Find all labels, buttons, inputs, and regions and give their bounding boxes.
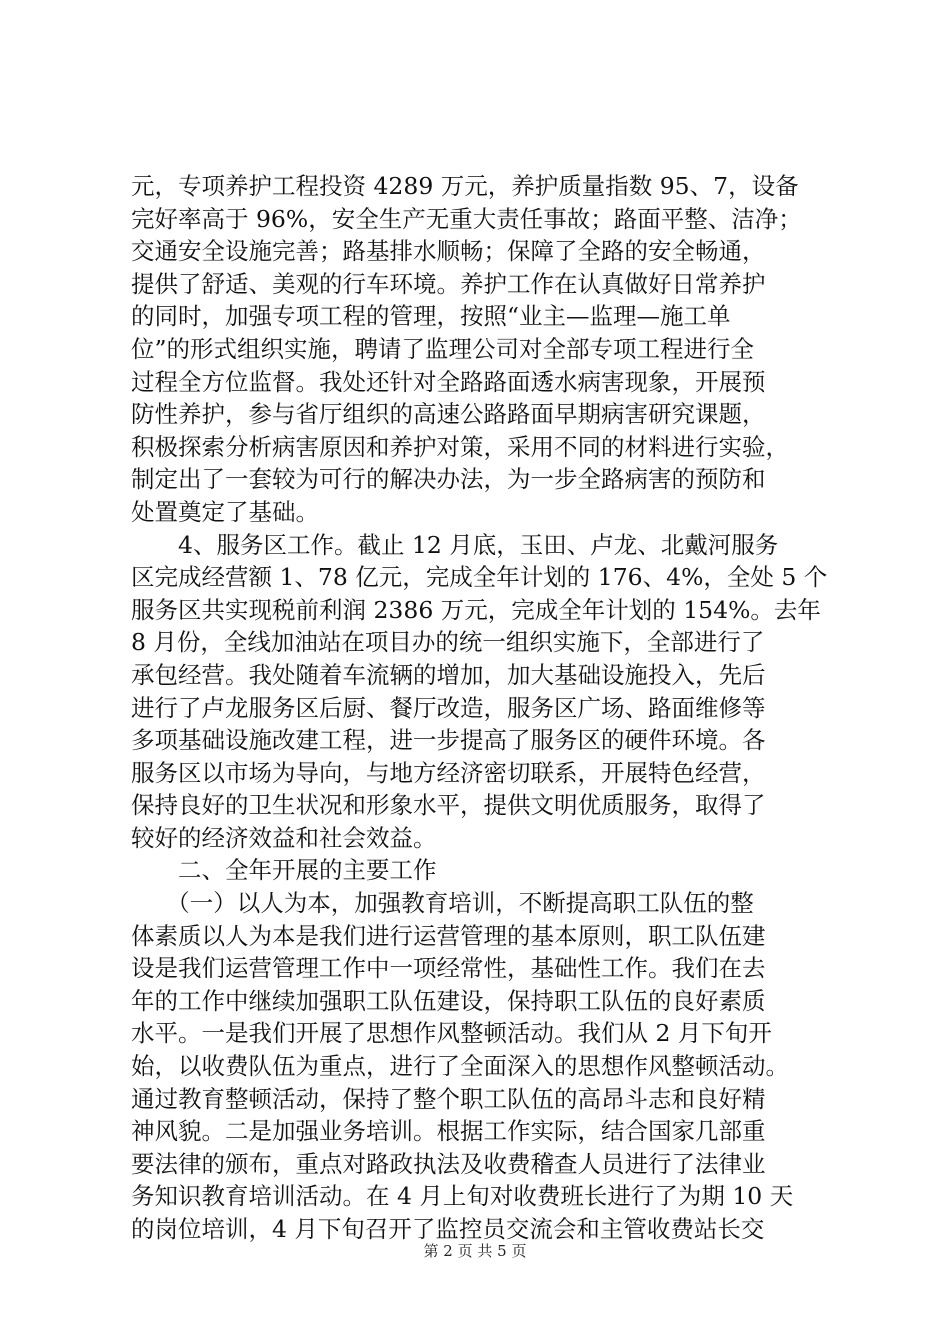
text-line: 二、全年开展的主要工作: [131, 856, 437, 885]
text-line: 交通安全设施完善；路基排水顺畅；保障了全路的安全畅通，: [131, 237, 766, 266]
text-line: 较好的经济效益和社会效益。: [131, 823, 437, 852]
page-footer: 第 2 页 共 5 页: [423, 1242, 527, 1260]
text-line: 过程全方位监督。我处还针对全路路面透水病害现象，开展预: [131, 367, 766, 396]
text-line: 水平。一是我们开展了思想作风整顿活动。我们从 2 月下旬开: [131, 1019, 772, 1048]
text-line: 体素质以人为本是我们进行运营管理的基本原则，职工队伍建: [131, 921, 766, 950]
text-line: 完好率高于 96%，安全生产无重大责任事故；路面平整、洁净；: [131, 204, 802, 233]
text-line: 通过教育整顿活动，保持了整个职工队伍的高昂斗志和良好精: [131, 1084, 766, 1113]
text-line: 提供了舒适、美观的行车环境。养护工作在认真做好日常养护: [131, 269, 766, 298]
text-line: 服务区以市场为导向，与地方经济密切联系，开展特色经营，: [131, 758, 766, 787]
text-line: 始，以收费队伍为重点，进行了全面深入的思想作风整顿活动。: [131, 1052, 789, 1081]
text-line: 8 月份，全线加油站在项目办的统一组织实施下，全部进行了: [131, 628, 765, 657]
text-line: 神风貌。二是加强业务培训。根据工作实际，结合国家几部重: [131, 1117, 766, 1146]
text-line: 的同时，加强专项工程的管理，按照“业主—监理—施工单: [131, 302, 731, 331]
text-line: 承包经营。我处随着车流辆的增加，加大基础设施投入，先后: [131, 660, 766, 689]
text-line: 积极探索分析病害原因和养护对策，采用不同的材料进行实验，: [131, 432, 789, 461]
text-line: 区完成经营额 1、78 亿元，完成全年计划的 176、4%，全处 5 个: [131, 563, 828, 592]
text-line: 的岗位培训，4 月下旬召开了监控员交流会和主管收费站长交: [131, 1215, 765, 1243]
text-line: 防性养护，参与省厅组织的高速公路路面早期病害研究课题，: [131, 400, 766, 429]
text-line: 服务区共实现税前利润 2386 万元，完成全年计划的 154%。去年: [131, 595, 821, 624]
body-text: [131, 170, 861, 1246]
text-line: 制定出了一套较为可行的解决办法，为一步全路病害的预防和: [131, 465, 766, 494]
text-line: 位”的形式组织实施，聘请了监理公司对全部专项工程进行全: [131, 334, 755, 363]
text-line: 务知识教育培训活动。在 4 月上旬对收费班长进行了为期 10 天: [131, 1182, 794, 1211]
text-line: 保持良好的卫生状况和形象水平，提供文明优质服务，取得了: [131, 791, 766, 820]
text-line: 年的工作中继续加强职工队伍建设，保持职工队伍的良好素质: [131, 986, 766, 1015]
text-line: 进行了卢龙服务区后厨、餐厅改造，服务区广场、路面维修等: [131, 693, 766, 722]
text-line: 要法律的颁布，重点对路政执法及收费稽查人员进行了法律业: [131, 1149, 766, 1178]
text-line: 多项基础设施改建工程，进一步提高了服务区的硬件环境。各: [131, 726, 766, 755]
text-line: 设是我们运营管理工作中一项经常性，基础性工作。我们在去: [131, 954, 766, 983]
text-line: 处置奠定了基础。: [131, 497, 319, 526]
text-line: （一）以人为本，加强教育培训，不断提高职工队伍的整: [131, 889, 754, 918]
text-line: 4、服务区工作。截止 12 月底，玉田、卢龙、北戴河服务: [131, 530, 779, 559]
text-line: 元，专项养护工程投资 4289 万元，养护质量指数 95、7，设备: [131, 172, 799, 200]
